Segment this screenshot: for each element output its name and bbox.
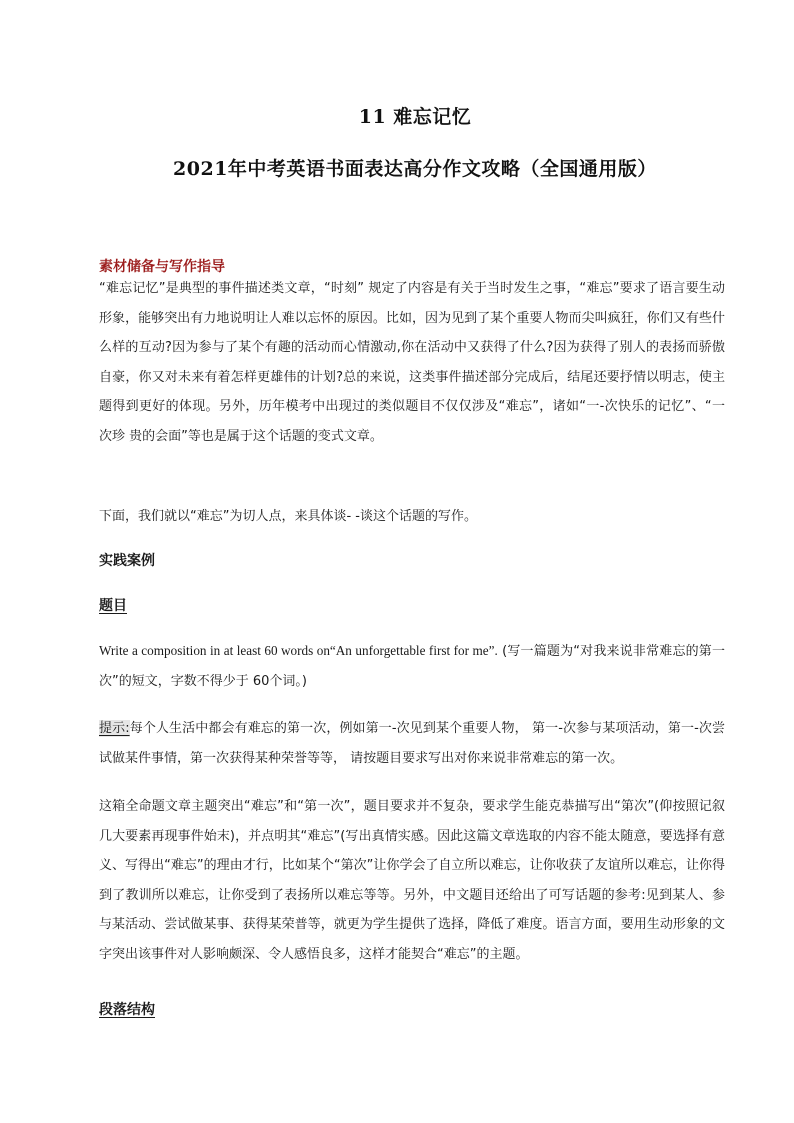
paragraph-intro [99,274,725,451]
paragraph-3-chinese: (写一篇题为“对我来说非常难忘的第一次”的短文，字数不得少于 60个词。) [99,644,725,689]
paragraph-4-text: 每个人生活中都会有难忘的第一次，例如第一-次见到某个重要人物， 第一-次参与某项活动，第一-次尝试做某件事情，第一次获得某种荣誉等等， 请按题目要求写出对你来说非常难忘的第一次。 [99,721,725,766]
heading-structure: 段落结构 [99,1002,155,1018]
paragraph-3-english: Write a composition in at least 60 words on“An unforgettable first for me”. [99,643,498,658]
paragraph-3 [99,636,725,696]
paragraph-2-text: 下面，我们就以“难忘”为切人点，来具体谈- -谈这个话题的写作。 [99,509,477,524]
heading-topic: 题目 [99,598,127,614]
paragraph-5-text: 这箱全命题文章主题突出“难忘”和“第一次”，题目要求并不复杂，要求学生能克恭描写出“第次”(仰按照记叙几大要素再现事件始末)，并点明其“难忘”(写出真情实感。因此这篇文章选取的内容不能太随意，要选择有意义、写得出“难忘”的理由才行，比如某个“第次”让你学会了自立所以难忘，让你收获了友谊所以难忘，让你得到了教训所以难忘，让你受到了表扬所以难忘等等。另外，中文题目还给出了可写话题的参考:见到某人、参与某活动、尝试做某事、获得某荣普等，就更为学生提供了选择，降低了难度。语言方面，要用生动形象的文字突出该事件对人影响颇深、令人感悟良多，这样才能契合“难忘”的主题。 [99,799,725,962]
document-title-line2: 2021年中考英语书面表达高分作文攻略（全国通用版） [173,158,657,180]
paragraph-hint [99,714,725,773]
hint-label: 提示: [99,721,130,736]
section-heading-materials: 素材储备与写作指导 [99,259,225,275]
paragraph-1-text: “难忘记忆”是典型的事件描述类文章，“时刻” 规定了内容是有关于当时发生之事，“难忘”要求了语言要生动形象，能够突出有力地说明让人难以忘怀的原因。比如，因为见到了某个重要人物而尖叫疯狂，你们又有些什么样的互动?因为参与了某个有趣的活动而心情激动,你在活动中又获得了什么?因为获得了别人的表扬而骄傲自豪，你又对未来有着怎样更雄伟的计划?总的来说，这类事件描述部分完成后，结尾还要抒情以明志，使主题得到更好的体现。另外，历年模考中出现过的类似题目不仅仅涉及“难忘”，诸如“一-次快乐的记忆”、“一 次珍 贵的会面”等也是属于这个话题的变式文章。 [99,281,725,444]
heading-practice: 实践案例 [99,553,155,569]
paragraph-analysis [99,792,725,969]
paragraph-4 [99,714,725,773]
paragraph-lead [99,502,725,532]
document-title-line1: 11 难忘记忆 [358,106,472,128]
paragraph-topic [99,636,725,696]
